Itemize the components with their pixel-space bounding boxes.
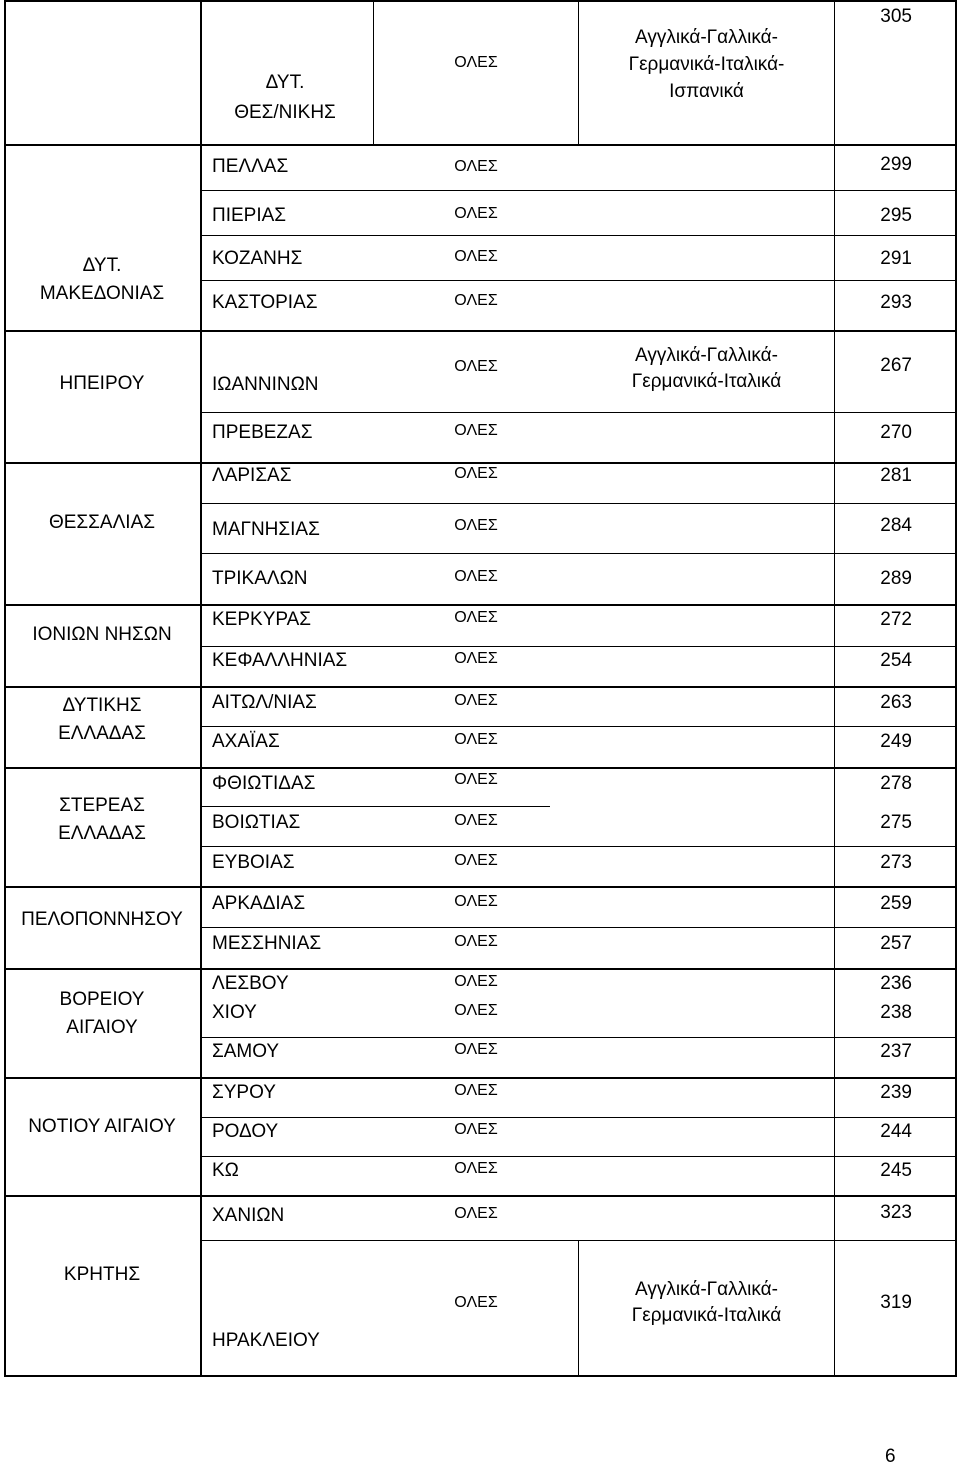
prefecture-cell: ΠΕΛΛΑΣ xyxy=(212,156,289,177)
code-cell: 237 xyxy=(880,1041,912,1062)
prefecture-cell: ΑΙΤΩΛ/ΝΙΑΣ xyxy=(212,692,317,713)
region-cell: ΝΟΤΙΟΥ ΑΙΓΑΙΟΥ xyxy=(28,1116,176,1137)
specialty-cell: ΟΛΕΣ xyxy=(454,1121,498,1138)
prefecture-cell: ΧΙΟΥ xyxy=(212,1002,257,1023)
prefecture-cell: ΚΩ xyxy=(212,1160,239,1181)
prefecture-cell: ΑΧΑΪΑΣ xyxy=(212,731,280,752)
code-cell: 245 xyxy=(880,1160,912,1181)
specialty-cell: ΟΛΕΣ xyxy=(454,517,498,534)
prefecture-cell: ΣΥΡΟΥ xyxy=(212,1082,276,1103)
code-cell: 275 xyxy=(880,812,912,833)
prefecture-cell: ΛΕΣΒΟΥ xyxy=(212,973,289,994)
code-cell: 272 xyxy=(880,609,912,630)
prefecture-cell: ΣΑΜΟΥ xyxy=(212,1041,280,1062)
code-cell: 263 xyxy=(880,692,912,713)
specialty-cell: ΟΛΕΣ xyxy=(454,358,498,375)
code-cell: 270 xyxy=(880,422,912,443)
code-cell: 239 xyxy=(880,1082,912,1103)
specialty-cell: ΟΛΕΣ xyxy=(454,933,498,950)
region-cell: ΠΕΛΟΠΟΝΝΗΣΟΥ xyxy=(21,909,183,930)
region-cell: ΙΟΝΙΩΝ ΝΗΣΩΝ xyxy=(32,624,172,645)
prefecture-cell: ΚΟΖΑΝΗΣ xyxy=(212,248,303,269)
specialty-cell: ΟΛΕΣ xyxy=(454,54,498,71)
specialty-cell: ΟΛΕΣ xyxy=(454,1082,498,1099)
specialty-cell: ΟΛΕΣ xyxy=(454,852,498,869)
code-cell: 254 xyxy=(880,650,912,671)
code-cell: 323 xyxy=(880,1202,912,1223)
languages-cell: Αγγλικά-Γαλλικά- Γερμανικά-Ιταλικά- Ισπανικά xyxy=(628,27,785,102)
prefecture-cell: ΜΑΓΝΗΣΙΑΣ xyxy=(212,519,320,540)
specialty-cell: ΟΛΕΣ xyxy=(454,692,498,709)
code-cell: 267 xyxy=(880,355,912,376)
prefecture-cell: ΙΩΑΝΝΙΝΩΝ xyxy=(212,374,319,395)
specialty-cell: ΟΛΕΣ xyxy=(454,771,498,788)
specialty-cell: ΟΛΕΣ xyxy=(454,812,498,829)
prefecture-cell: ΚΑΣΤΟΡΙΑΣ xyxy=(212,292,318,313)
prefecture-cell: ΤΡΙΚΑΛΩΝ xyxy=(212,568,308,589)
specialty-cell: ΟΛΕΣ xyxy=(454,422,498,439)
region-cell: ΣΤΕΡΕΑΣ ΕΛΛΑΔΑΣ xyxy=(58,795,146,844)
page-number: 6 xyxy=(885,1446,896,1467)
specialty-cell: ΟΛΕΣ xyxy=(454,1041,498,1058)
code-cell: 284 xyxy=(880,515,912,536)
specialty-cell: ΟΛΕΣ xyxy=(454,1002,498,1019)
code-cell: 244 xyxy=(880,1121,912,1142)
prefecture-cell: ΡΟΔΟΥ xyxy=(212,1121,279,1142)
region-cell: ΔΥΤΙΚΗΣ ΕΛΛΑΔΑΣ xyxy=(58,695,146,744)
prefecture-cell: ΠΡΕΒΕΖΑΣ xyxy=(212,422,313,443)
specialty-cell: ΟΛΕΣ xyxy=(454,205,498,222)
region-cell: ΔΥΤ. ΜΑΚΕΔΟΝΙΑΣ xyxy=(39,255,165,304)
code-cell: 257 xyxy=(880,933,912,954)
code-cell: 249 xyxy=(880,731,912,752)
specialty-cell: ΟΛΕΣ xyxy=(454,1160,498,1177)
region-cell: ΔΥΤ. ΘΕΣ/ΝΙΚΗΣ xyxy=(234,72,336,123)
prefecture-cell: ΧΑΝΙΩΝ xyxy=(212,1205,285,1226)
code-cell: 281 xyxy=(880,465,912,486)
code-cell: 293 xyxy=(880,292,912,313)
prefecture-cell: ΕΥΒΟΙΑΣ xyxy=(212,852,295,873)
specialty-cell: ΟΛΕΣ xyxy=(454,609,498,626)
specialty-cell: ΟΛΕΣ xyxy=(454,568,498,585)
code-cell: 259 xyxy=(880,893,912,914)
region-cell: ΒΟΡΕΙΟΥ ΑΙΓΑΙΟΥ xyxy=(59,989,145,1038)
prefecture-cell: ΦΘΙΩΤΙΔΑΣ xyxy=(212,773,316,794)
prefecture-cell: ΗΡΑΚΛΕΙΟΥ xyxy=(212,1330,320,1351)
specialty-cell: ΟΛΕΣ xyxy=(454,1205,498,1222)
prefecture-cell: ΛΑΡΙΣΑΣ xyxy=(212,465,292,486)
specialty-cell: ΟΛΕΣ xyxy=(454,1294,498,1311)
specialty-cell: ΟΛΕΣ xyxy=(454,292,498,309)
code-cell: 238 xyxy=(880,1002,912,1023)
code-cell: 319 xyxy=(880,1292,912,1313)
region-cell: ΗΠΕΙΡΟΥ xyxy=(59,373,145,394)
prefecture-cell: ΑΡΚΑΔΙΑΣ xyxy=(212,893,306,914)
specialty-cell: ΟΛΕΣ xyxy=(454,158,498,175)
prefecture-cell: ΚΕΦΑΛΛΗΝΙΑΣ xyxy=(212,650,348,671)
code-cell: 273 xyxy=(880,852,912,873)
code-cell: 299 xyxy=(880,154,912,175)
specialty-cell: ΟΛΕΣ xyxy=(454,248,498,265)
region-cell: ΚΡΗΤΗΣ xyxy=(63,1264,141,1285)
specialty-cell: ΟΛΕΣ xyxy=(454,893,498,910)
code-cell: 291 xyxy=(880,248,912,269)
prefecture-cell: ΠΙΕΡΙΑΣ xyxy=(212,205,287,226)
specialty-cell: ΟΛΕΣ xyxy=(454,731,498,748)
code-cell: 278 xyxy=(880,773,912,794)
specialty-cell: ΟΛΕΣ xyxy=(454,973,498,990)
languages-cell: Αγγλικά-Γαλλικά- Γερμανικά-Ιταλικά xyxy=(631,345,782,392)
code-cell: 236 xyxy=(880,973,912,994)
prefecture-cell: ΚΕΡΚΥΡΑΣ xyxy=(212,609,312,630)
code-cell: 295 xyxy=(880,205,912,226)
code-cell: 305 xyxy=(880,6,912,27)
region-cell: ΘΕΣΣΑΛΙΑΣ xyxy=(48,512,155,533)
specialty-cell: ΟΛΕΣ xyxy=(454,465,498,482)
prefecture-cell: ΒΟΙΩΤΙΑΣ xyxy=(212,812,301,833)
prefecture-cell: ΜΕΣΣΗΝΙΑΣ xyxy=(212,933,322,954)
languages-cell: Αγγλικά-Γαλλικά- Γερμανικά-Ιταλικά xyxy=(631,1279,782,1326)
code-cell: 289 xyxy=(880,568,912,589)
specialty-cell: ΟΛΕΣ xyxy=(454,650,498,667)
